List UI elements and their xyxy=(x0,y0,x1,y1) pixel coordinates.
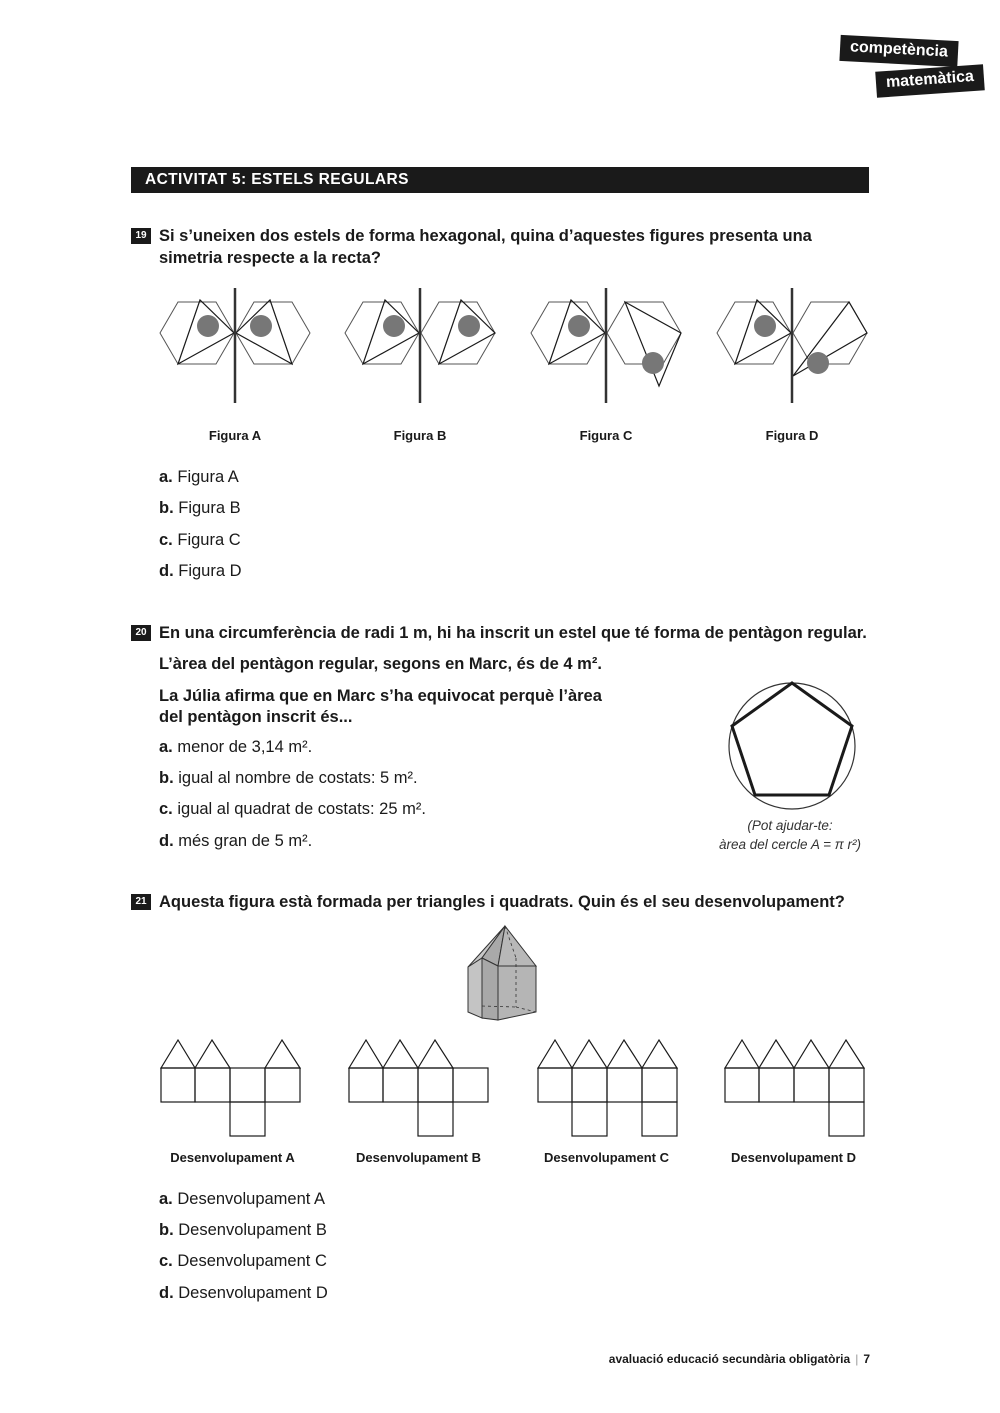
q19-option-d[interactable]: d. Figura D xyxy=(159,562,242,580)
q19-option-c[interactable]: c. Figura C xyxy=(159,531,241,549)
corner-tag-matematica: matemàtica xyxy=(875,64,985,97)
prism-pyramid-figure xyxy=(462,922,542,1022)
figura-b-caption: Figura B xyxy=(393,428,447,443)
q21-option-a[interactable]: a. Desenvolupament A xyxy=(159,1190,326,1208)
q21-option-d[interactable]: d. Desenvolupament D xyxy=(159,1284,328,1302)
corner-tag-competencia: competència xyxy=(839,35,958,67)
q21-option-c[interactable]: c. Desenvolupament C xyxy=(159,1252,327,1270)
desenvolupament-a-caption: Desenvolupament A xyxy=(170,1150,295,1165)
figura-d-diagram xyxy=(717,288,867,403)
question-20-line2: L’àrea del pentàgon regular, segons en Marc, és de 4 m². xyxy=(159,655,602,673)
figura-a-caption: Figura A xyxy=(208,428,262,443)
question-20-line3: La Júlia afirma que en Marc s’ha equivocat perquè l’àrea xyxy=(159,687,602,705)
figura-c-diagram xyxy=(531,288,681,403)
pentagon-in-circle-diagram xyxy=(727,670,857,810)
figura-b-diagram xyxy=(345,288,495,403)
q19-option-a[interactable]: a. Figura A xyxy=(159,468,239,486)
q20-option-c[interactable]: c. igual al quadrat de costats: 25 m². xyxy=(159,800,426,818)
q19-option-b[interactable]: b. Figura B xyxy=(159,499,241,517)
area-hint-line1: (Pot ajudar-te: xyxy=(747,818,833,833)
desenvolupament-b-net xyxy=(348,1038,490,1138)
figura-a-diagram xyxy=(160,288,310,403)
question-19-text xyxy=(159,225,879,269)
question-21-text: Aquesta figura està formada per triangles i quadrats. Quin és el seu desenvolupament? xyxy=(159,893,845,911)
q20-option-d[interactable]: d. més gran de 5 m². xyxy=(159,832,313,850)
question-20-line1: En una circumferència de radi 1 m, hi ha inscrit un estel que té forma de pentàgon regular. xyxy=(159,624,867,642)
q21-option-b[interactable]: b. Desenvolupament B xyxy=(159,1221,327,1239)
area-hint-line2: àrea del cercle A = π r²) xyxy=(719,837,861,852)
footer-text: avaluació educació secundària obligatòria xyxy=(608,1352,851,1366)
question-number-21: 21 xyxy=(131,894,151,910)
question-19-line1: Si s’uneixen dos estels de forma hexagonal, quina d’aquestes figures presenta una xyxy=(159,227,812,245)
page-footer: avaluació educació secundària obligatòria | 7 xyxy=(608,1352,870,1366)
activity-title: ACTIVITAT 5: ESTELS REGULARS xyxy=(131,167,869,193)
desenvolupament-d-net xyxy=(724,1038,866,1138)
area-hint xyxy=(700,816,880,854)
q20-option-b[interactable]: b. igual al nombre de costats: 5 m². xyxy=(159,769,418,787)
page-number: 7 xyxy=(863,1352,870,1366)
question-number-19: 19 xyxy=(131,228,151,244)
desenvolupament-b-caption: Desenvolupament B xyxy=(356,1150,481,1165)
figura-c-caption: Figura C xyxy=(579,428,633,443)
figura-d-caption: Figura D xyxy=(765,428,819,443)
question-number-20: 20 xyxy=(131,625,151,641)
desenvolupament-d-caption: Desenvolupament D xyxy=(731,1150,856,1165)
desenvolupament-c-net xyxy=(537,1038,679,1138)
desenvolupament-c-caption: Desenvolupament C xyxy=(544,1150,669,1165)
question-20-line4: del pentàgon inscrit és... xyxy=(159,708,353,726)
question-19-line2: simetria respecte a la recta? xyxy=(159,249,381,267)
q20-option-a[interactable]: a. menor de 3,14 m². xyxy=(159,738,313,756)
desenvolupament-a-net xyxy=(160,1038,302,1138)
